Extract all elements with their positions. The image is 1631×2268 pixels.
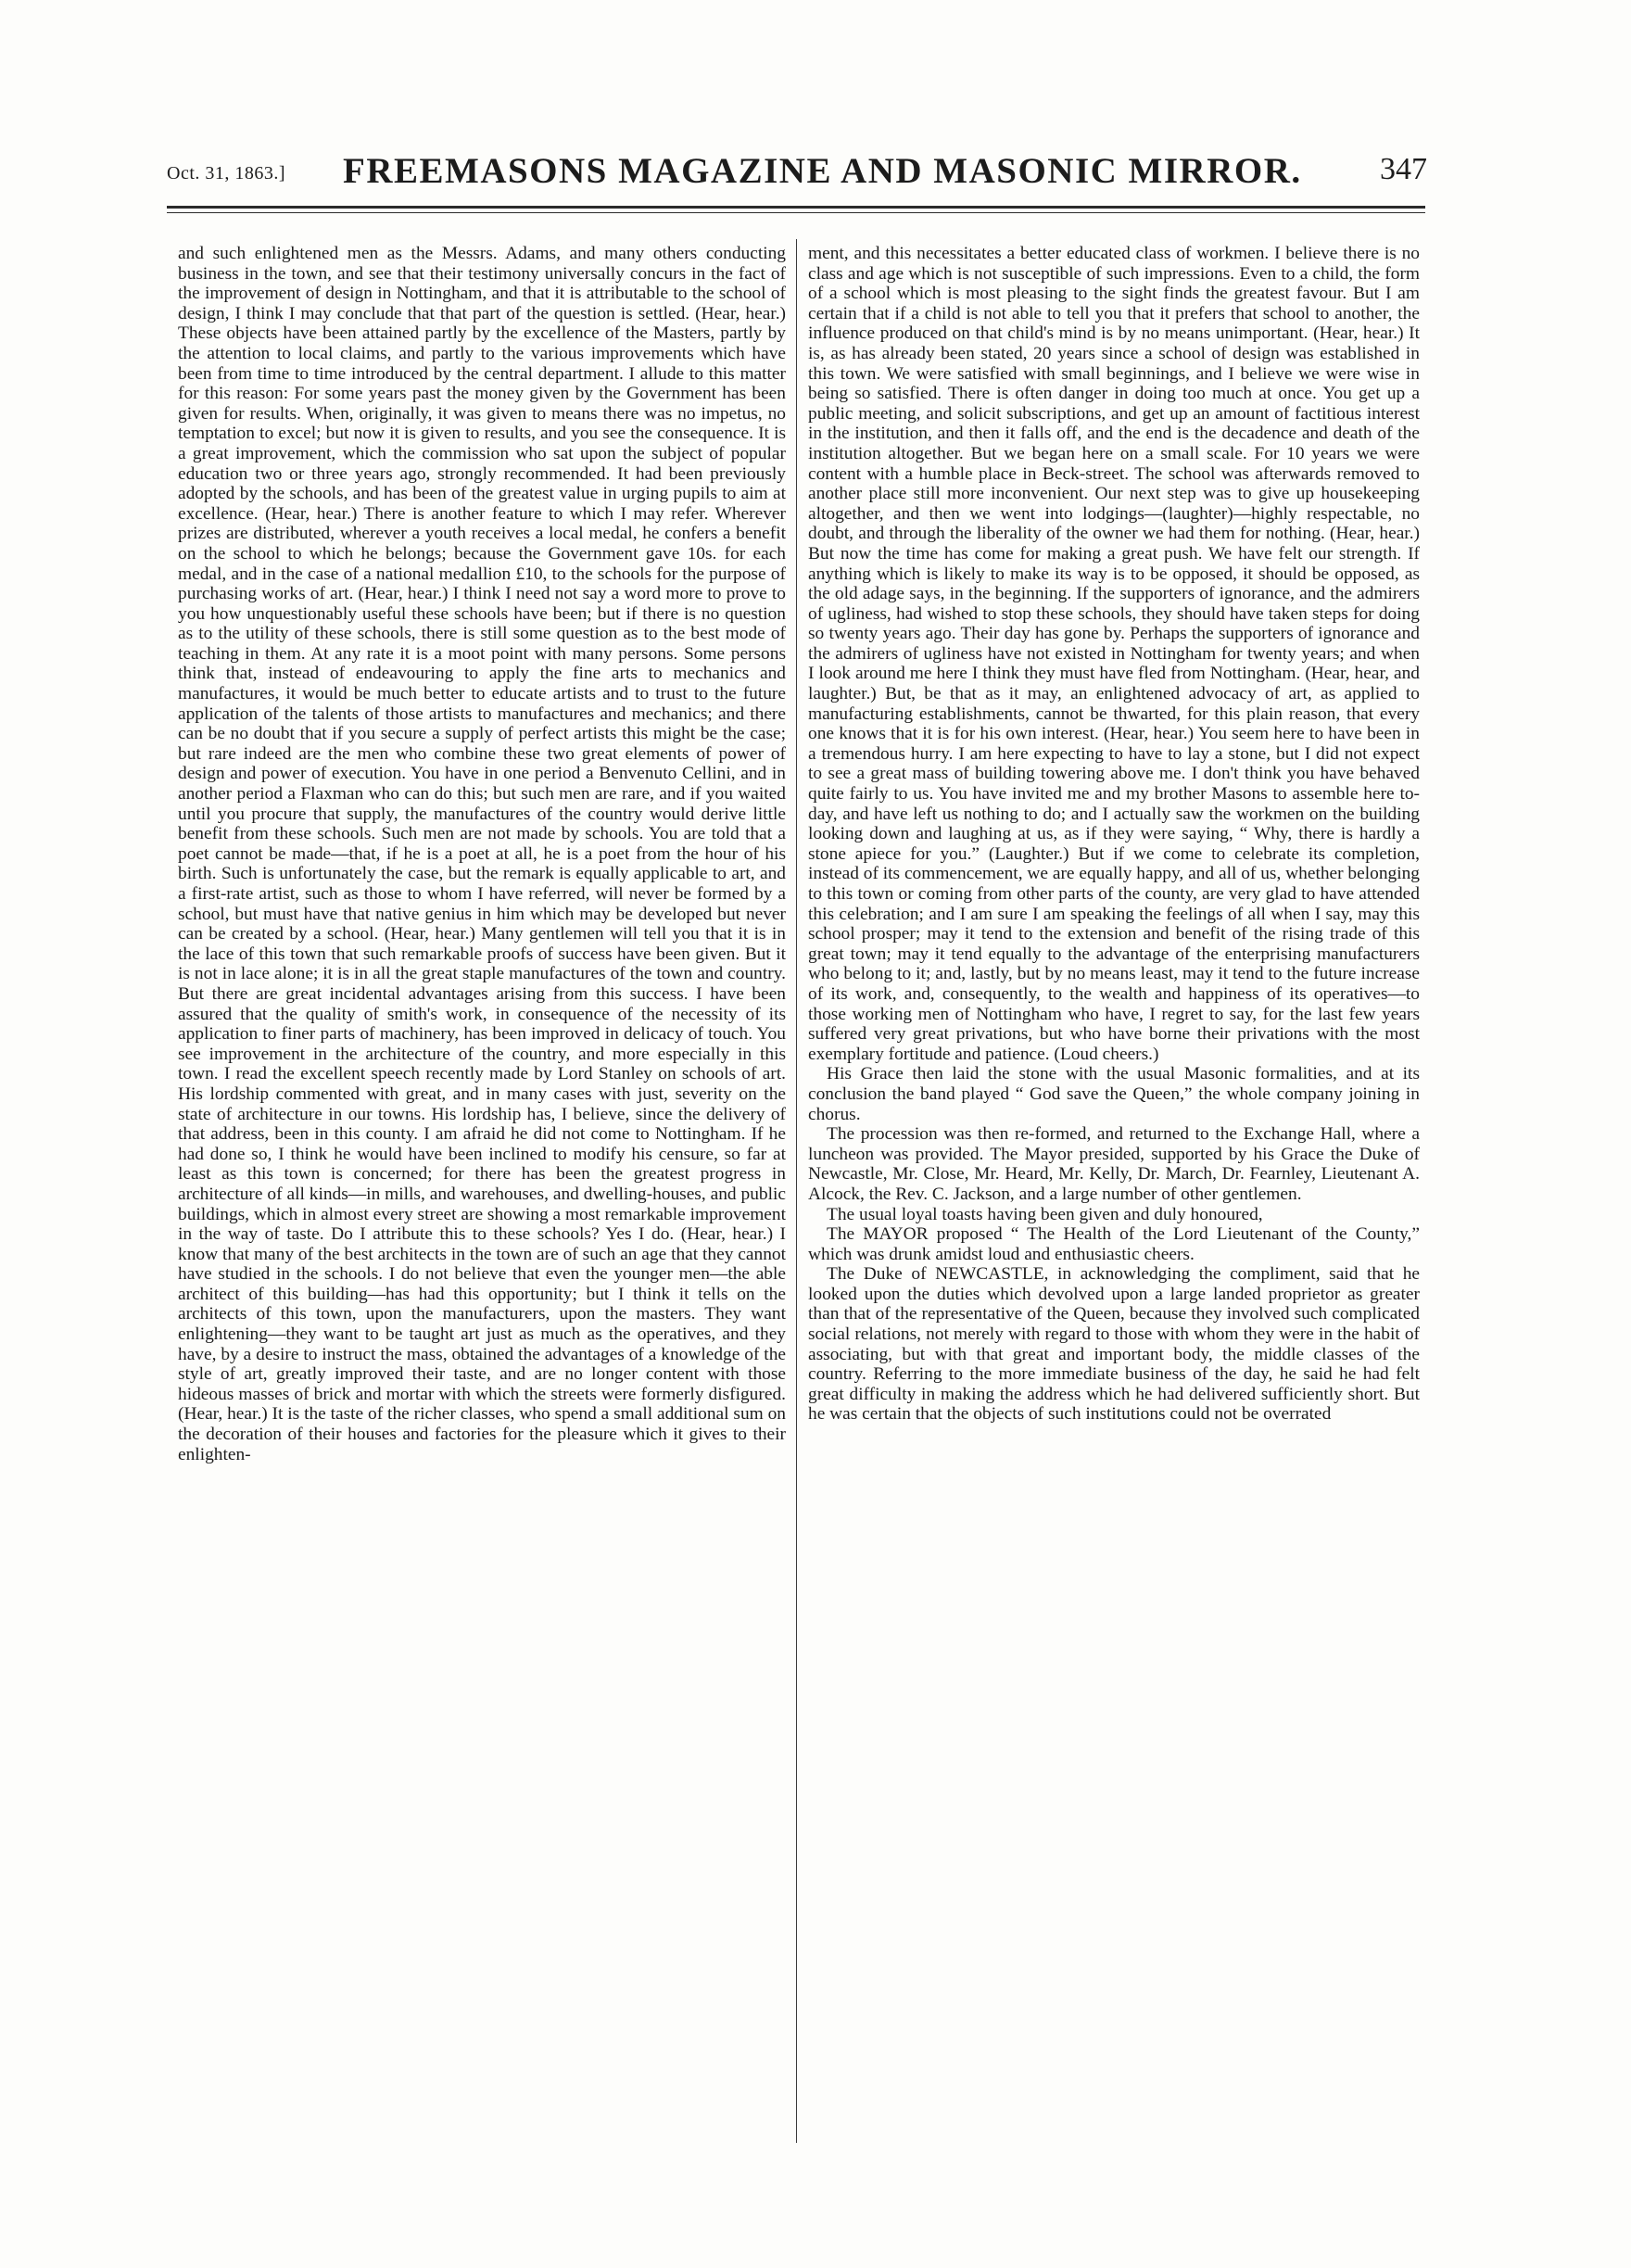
right-paragraph-1: ment, and this necessitates a better educated class of workmen. I believe there is no class and age which is not susceptible of such impressions. Even to a child, the form of a school which is most pleasing to the sight finds the greatest favour. But I am certain that if a child is not able to tell you that it prefers that school to another, the influence produced on that child's mind is by no means unimportant. (Hear, hear.) It is, as has already been stated, 20 years since a school of design was established in this town. We were satisfied with small beginnings, and I believe we were wise in being so satisfied. There is often danger in doing too much at once. You get up a public meeting, and solicit subscriptions, and get up an amount of factitious interest in the institution, and then it falls off, and the end is the decadence and death of the institution altogether. But we began here on a small scale. For 10 years we were content with a humble place in Beck-street. The school was afterwards removed to another place still more inconvenient. Our next step was to give up housekeeping altogether, and then we went into lodgings—(laughter)—highly respectable, no doubt, and through the liberality of the owner we had them for nothing. (Hear, hear.) But now the time has come for making a great push. We have felt our strength. If anything which is likely to make its way is to be opposed, it should be opposed, as the old adage says, in the beginning. If the supporters of ignorance, and the admirers of ugliness, had wished to stop these schools, they should have taken steps for doing so twenty years ago. Their day has gone by. Perhaps the supporters of ignorance and the admirers of ugliness have not existed in Nottingham for twenty years; and when I look around me here I think they must have fled from Nottingham. (Hear, hear, and laughter.) But, be that as it may, an enlightened advocacy of art, as applied to manufacturing establishments, cannot be thwarted, for this plain reason, that every one knows that it is for his own interest. (Hear, hear.) You seem here to have been in a tremendous hurry. I am here expecting to have to lay a stone, but I did not expect to see a great mass of building towering above me. I don't think you have behaved quite fairly to us. You have invited me and my brother Masons to assemble here to-day, and have left us nothing to do; and I actually saw the workmen on the building looking down and laughing at us, as if they were saying, “ Why, there is hardly a stone apiece for you.” (Laughter.) But if we come to celebrate its completion, instead of its commencement, we are equally happy, and all of us, whether belonging to this town or coming from other parts of the county, are very glad to have attended this celebration; and I am sure I am speaking the feelings of all when I say, may this school prosper; may it tend to the extension and benefit of the rising trade of this great town; may it tend equally to the advantage of the enterprising manufacturers who belong to it; and, lastly, but by no means least, may it tend to the future increase of its work, and, consequently, to the wealth and happiness of its operatives—to those working men of Nottingham who have, I regret to say, for the last few years suffered very great privations, but who have borne their privations with the most exemplary fortitude and patience. (Loud cheers.) xyxy=(808,244,1420,1064)
right-column xyxy=(808,244,1420,2144)
right-paragraph-4: The usual loyal toasts having been given and duly honoured, xyxy=(827,1204,1263,1224)
header-rule-thick xyxy=(167,206,1425,209)
right-paragraph-2: His Grace then laid the stone with the usual Masonic formalities, and at its conclusion the band played “ God save the Queen,” the whole company joining in chorus. xyxy=(808,1064,1420,1124)
publication-title: FREEMASONS MAGAZINE AND MASONIC MIRROR. xyxy=(343,151,1302,191)
header-rule-thin xyxy=(167,212,1425,213)
left-paragraph-1: and such enlightened men as the Messrs. Adams, and many others conducting business in the town, and see that their testimony universally concurs in the fact of the improvement of design in Nottingham, and that it is attributable to the school of design, I think I may conclude that that part of the question is settled. (Hear, hear.) These objects have been attained partly by the excellence of the Masters, partly by the attention to local claims, and partly to the various improvements which have been from time to time introduced by the central department. I allude to this matter for this reason: For some years past the money given by the Government has been given for results. When, originally, it was given to means there was no impetus, no temptation to excel; but now it is given to results, and you see the consequence. It is a great improvement, which the commission who sat upon the subject of popular education two or three years ago, strongly recommended. It had been previously adopted by the schools, and has been of the greatest value in urging pupils to aim at excellence. (Hear, hear.) There is another feature to which I may refer. Wherever prizes are distributed, wherever a youth receives a local medal, he confers a benefit on the school to which he belongs; because the Government gave 10s. for each medal, and in the case of a national medallion £10, to the schools for the purpose of purchasing works of art. (Hear, hear.) I think I need not say a word more to prove to you how unquestionably useful these schools have been; but if there is no question as to the utility of these schools, there is still some question as to the best mode of teaching in them. At any rate it is a moot point with many persons. Some persons think that, instead of endeavouring to apply the fine arts to mechanics and manufactures, it would be much better to educate artists and to trust to the future application of the talents of those artists to manufactures and mechanics; and there can be no doubt that if you secure a supply of perfect artists this might be the case; but rare indeed are the men who combine these two great elements of power of design and power of execution. You have in one period a Benvenuto Cellini, and in another period a Flaxman who can do this; but such men are rare, and if you waited until you procure that supply, the manufactures of the country would derive little benefit from these schools. Such men are not made by schools. You are told that a poet cannot be made—that, if he is a poet at all, he is a poet from the hour of his birth. Such is unfortunately the case, but the remark is equally applicable to art, and a first-rate artist, such as those to whom I have referred, will never be formed by a school, but must have that native genius in him which may be developed but never can be created by a school. (Hear, hear.) Many gentlemen will tell you that it is in the lace of this town that such remarkable proofs of success have been given. But it is not in lace alone; it is in all the great staple manufactures of the town and country. But there are great incidental advantages arising from this success. I have been assured that the quality of smith's work, in consequence of the necessity of its application to finer parts of machinery, has been improved in delicacy of touch. You see improvement in the architecture of the country, and more especially in this town. I read the excellent speech recently made by Lord Stanley on schools of art. His lordship commented with great, and in many cases with just, severity on the state of architecture in our towns. His lordship has, I believe, since the delivery of that address, been in this county. I am afraid he did not come to Nottingham. If he had done so, I think he would have been inclined to modify his censure, so far at least as this town is concerned; for there has been the greatest progress in architecture of all kinds—in mills, and warehouses, and dwelling-houses, and public buildings, which in almost every street are showing a most remarkable improvement in the way of taste. Do I attribute this to these schools? Yes I do. (Hear, hear.) I know that many of the best architects in the town are of such an age that they cannot have studied in the schools. I do not believe that even the younger men—the able architect of this building—has had this opportunity; but I think it tells on the architects of this town, upon the manufacturers, upon the masters. They want enlightening—they want to be taught art just as much as the operatives, and they have, by a desire to instruct the mass, obtained the advantages of a knowledge of the style of art, greatly improved their taste, and are no longer content with those hideous masses of brick and mortar with which the streets were formerly disfigured. (Hear, hear.) It is the taste of the richer classes, who spend a small additional sum on the decoration of their houses and factories for the pleasure which it gives to their enlighten- xyxy=(178,244,786,1464)
page-number: 347 xyxy=(1380,152,1427,186)
left-column xyxy=(178,244,786,2144)
right-paragraph-3: The procession was then re-formed, and returned to the Exchange Hall, where a luncheon was provided. The Mayor presided, supported by his Grace the Duke of Newcastle, Mr. Close, Mr. Heard, Mr. Kelly, Dr. March, Dr. Fearnley, Lieutenant A. Alcock, the Rev. C. Jackson, and a large number of other gentlemen. xyxy=(808,1124,1420,1204)
column-divider xyxy=(796,239,797,2143)
right-paragraph-5: The MAYOR proposed “ The Health of the Lord Lieutenant of the County,” which was drunk amidst loud and enthusiastic cheers. xyxy=(808,1224,1420,1264)
issue-date: Oct. 31, 1863.] xyxy=(167,163,286,184)
right-paragraph-6: The Duke of NEWCASTLE, in acknowledging the compliment, said that he looked upon the duties which devolved upon a large landed proprietor as greater than that of the representative of the Queen, because they involved such complicated social relations, not merely with regard to those with whom they were in the habit of associating, but with that great and important body, the middle classes of the country. Referring to the more immediate business of the day, he said he had felt great difficulty in making the address which he had delivered sufficiently short. But he was certain that the objects of such institutions could not be overrated xyxy=(808,1264,1420,1425)
page-header xyxy=(167,150,1427,191)
